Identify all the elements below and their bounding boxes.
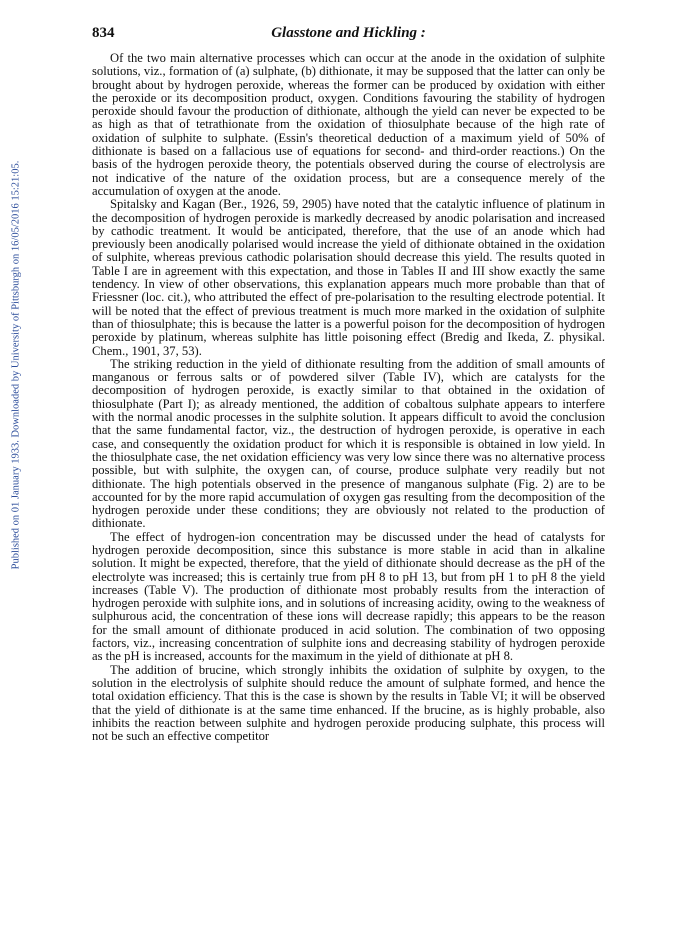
download-notice	[6, 150, 26, 580]
paragraph: The striking reduction in the yield of dithionate resulting from the addition of small amounts of manganous or ferrous salts or of powdered silver (Table IV), which are catalysts for the decomposition of hydrogen peroxide, is exactly similar to that obtained in the oxidation of thiosulphate (Part I); as already mentioned, the addition of cobaltous sulphate appears to interfere with the normal anodic processes in the sulphite solution. It appears difficult to avoid the conclusion that the same fundamental factor, viz., the destruction of hydrogen peroxide, is operative in each case, and consequently the oxidation product for which it is responsible is obtained in low yield. In the thiosulphate case, the net oxidation efficiency was very low since there was no alternative process possible, but with sulphite, the oxygen can, of course, produce sulphate very readily but not dithionate. The high potentials observed in the presence of manganous sulphate (Fig. 2) are to be accounted for by the more rapid accumulation of oxygen gas resulting from the decomposition of the hydrogen peroxide under these conditions; they are obviously not related to the production of dithionate.	[92, 356, 605, 531]
paragraph: The addition of brucine, which strongly inhibits the oxidation of sulphite by oxygen, to the solution in the electrolysis of sulphite should reduce the amount of sulphate formed, and hence the total oxidation efficiency. That this is the case is shown by the results in Table VI; it will be observed that the yield of dithionate is at the same time enhanced. If the brucine, as is highly probable, also inhibits the reaction between sulphite and hydrogen peroxide producing sulphate, this process will not be such an effective competitor	[92, 662, 605, 744]
paragraph: Spitalsky and Kagan (Ber., 1926, 59, 2905) have noted that the catalytic influence of platinum in the decomposition of hydrogen peroxide is markedly decreased by anodic polarisation and increased by cathodic treatment. It would be anticipated, therefore, that the use of an anode which had previously been anodically polarised would increase the yield of dithionate obtained in the oxidation of sulphite, whereas previous cathodic polarisation should decrease this yield. The results quoted in Table I are in agreement with this expectation, and those in Tables II and III show exactly the same tendency. In view of other observations, this explanation appears much more probable than that of Friessner (loc. cit.), who attributed the effect of pre-polarisation to the resulting electrode potential. It will be noted that the effect of previous treatment is much more marked in the oxidation of sulphite than of thiosulphate; this is because the latter is a powerful poison for the decomposition of hydrogen peroxide by platinum, whereas sulphite has little poisoning effect (Bredig and Ikeda, Z. physikal. Chem., 1901, 37, 53).	[92, 197, 605, 358]
paragraph: Of the two main alternative processes which can occur at the anode in the oxidation of sulphite solutions, viz., formation of (a) sulphate, (b) dithionate, it may be supposed that the latter can only be brought about by hydrogen peroxide, whereas the former can be produced by oxidation with either the peroxide or its decomposition product, oxygen. Conditions favouring the stability of hydrogen peroxide should favour the production of dithionate, although the yield can never be expected to be as high as that of tetrathionate from the oxidation of thiosulphate because of the high rate of oxidation of sulphite to sulphate. (Essin's theoretical deduction of a maximum yield of 50% of dithionate is based on a fallacious use of equations for second- and third-order reactions.) On the basis of the hydrogen peroxide theory, the potentials observed during the course of electrolysis are not indicative of the nature of the oxidation process, but are a consequence merely of the accumulation of oxygen at the anode.	[92, 51, 605, 198]
page-number: 834	[92, 25, 115, 41]
article-body	[92, 52, 605, 743]
download-notice-text: Published on 01 January 1933. Downloaded by University of Pittsburgh on 16/05/2016 15:21:05.	[10, 160, 22, 570]
paragraph: The effect of hydrogen-ion concentration may be discussed under the head of catalysts for hydrogen peroxide decomposition, since this substance is more stable in acid than in alkaline solution. It might be expected, therefore, that the yield of dithionate should decrease as the pH of the electrolyte was increased; this is certainly true from pH 8 to pH 13, but from pH 1 to pH 8 the yield increases (Table V). The production of dithionate most probably results from the interaction of hydrogen peroxide with sulphite ions, and in solutions of increasing acidity, owing to the weakness of sulphurous acid, the concentration of these ions will decrease rapidly; this appears to be the reason for the small amount of dithionate produced in acid solution. The combination of two opposing factors, viz., increasing concentration of sulphite ions and decreasing stability of hydrogen peroxide as the pH is increased, accounts for the maximum in the yield of dithionate at pH 8.	[92, 529, 605, 664]
page-header	[92, 25, 605, 47]
running-head: Glasstone and Hickling :	[271, 25, 426, 41]
